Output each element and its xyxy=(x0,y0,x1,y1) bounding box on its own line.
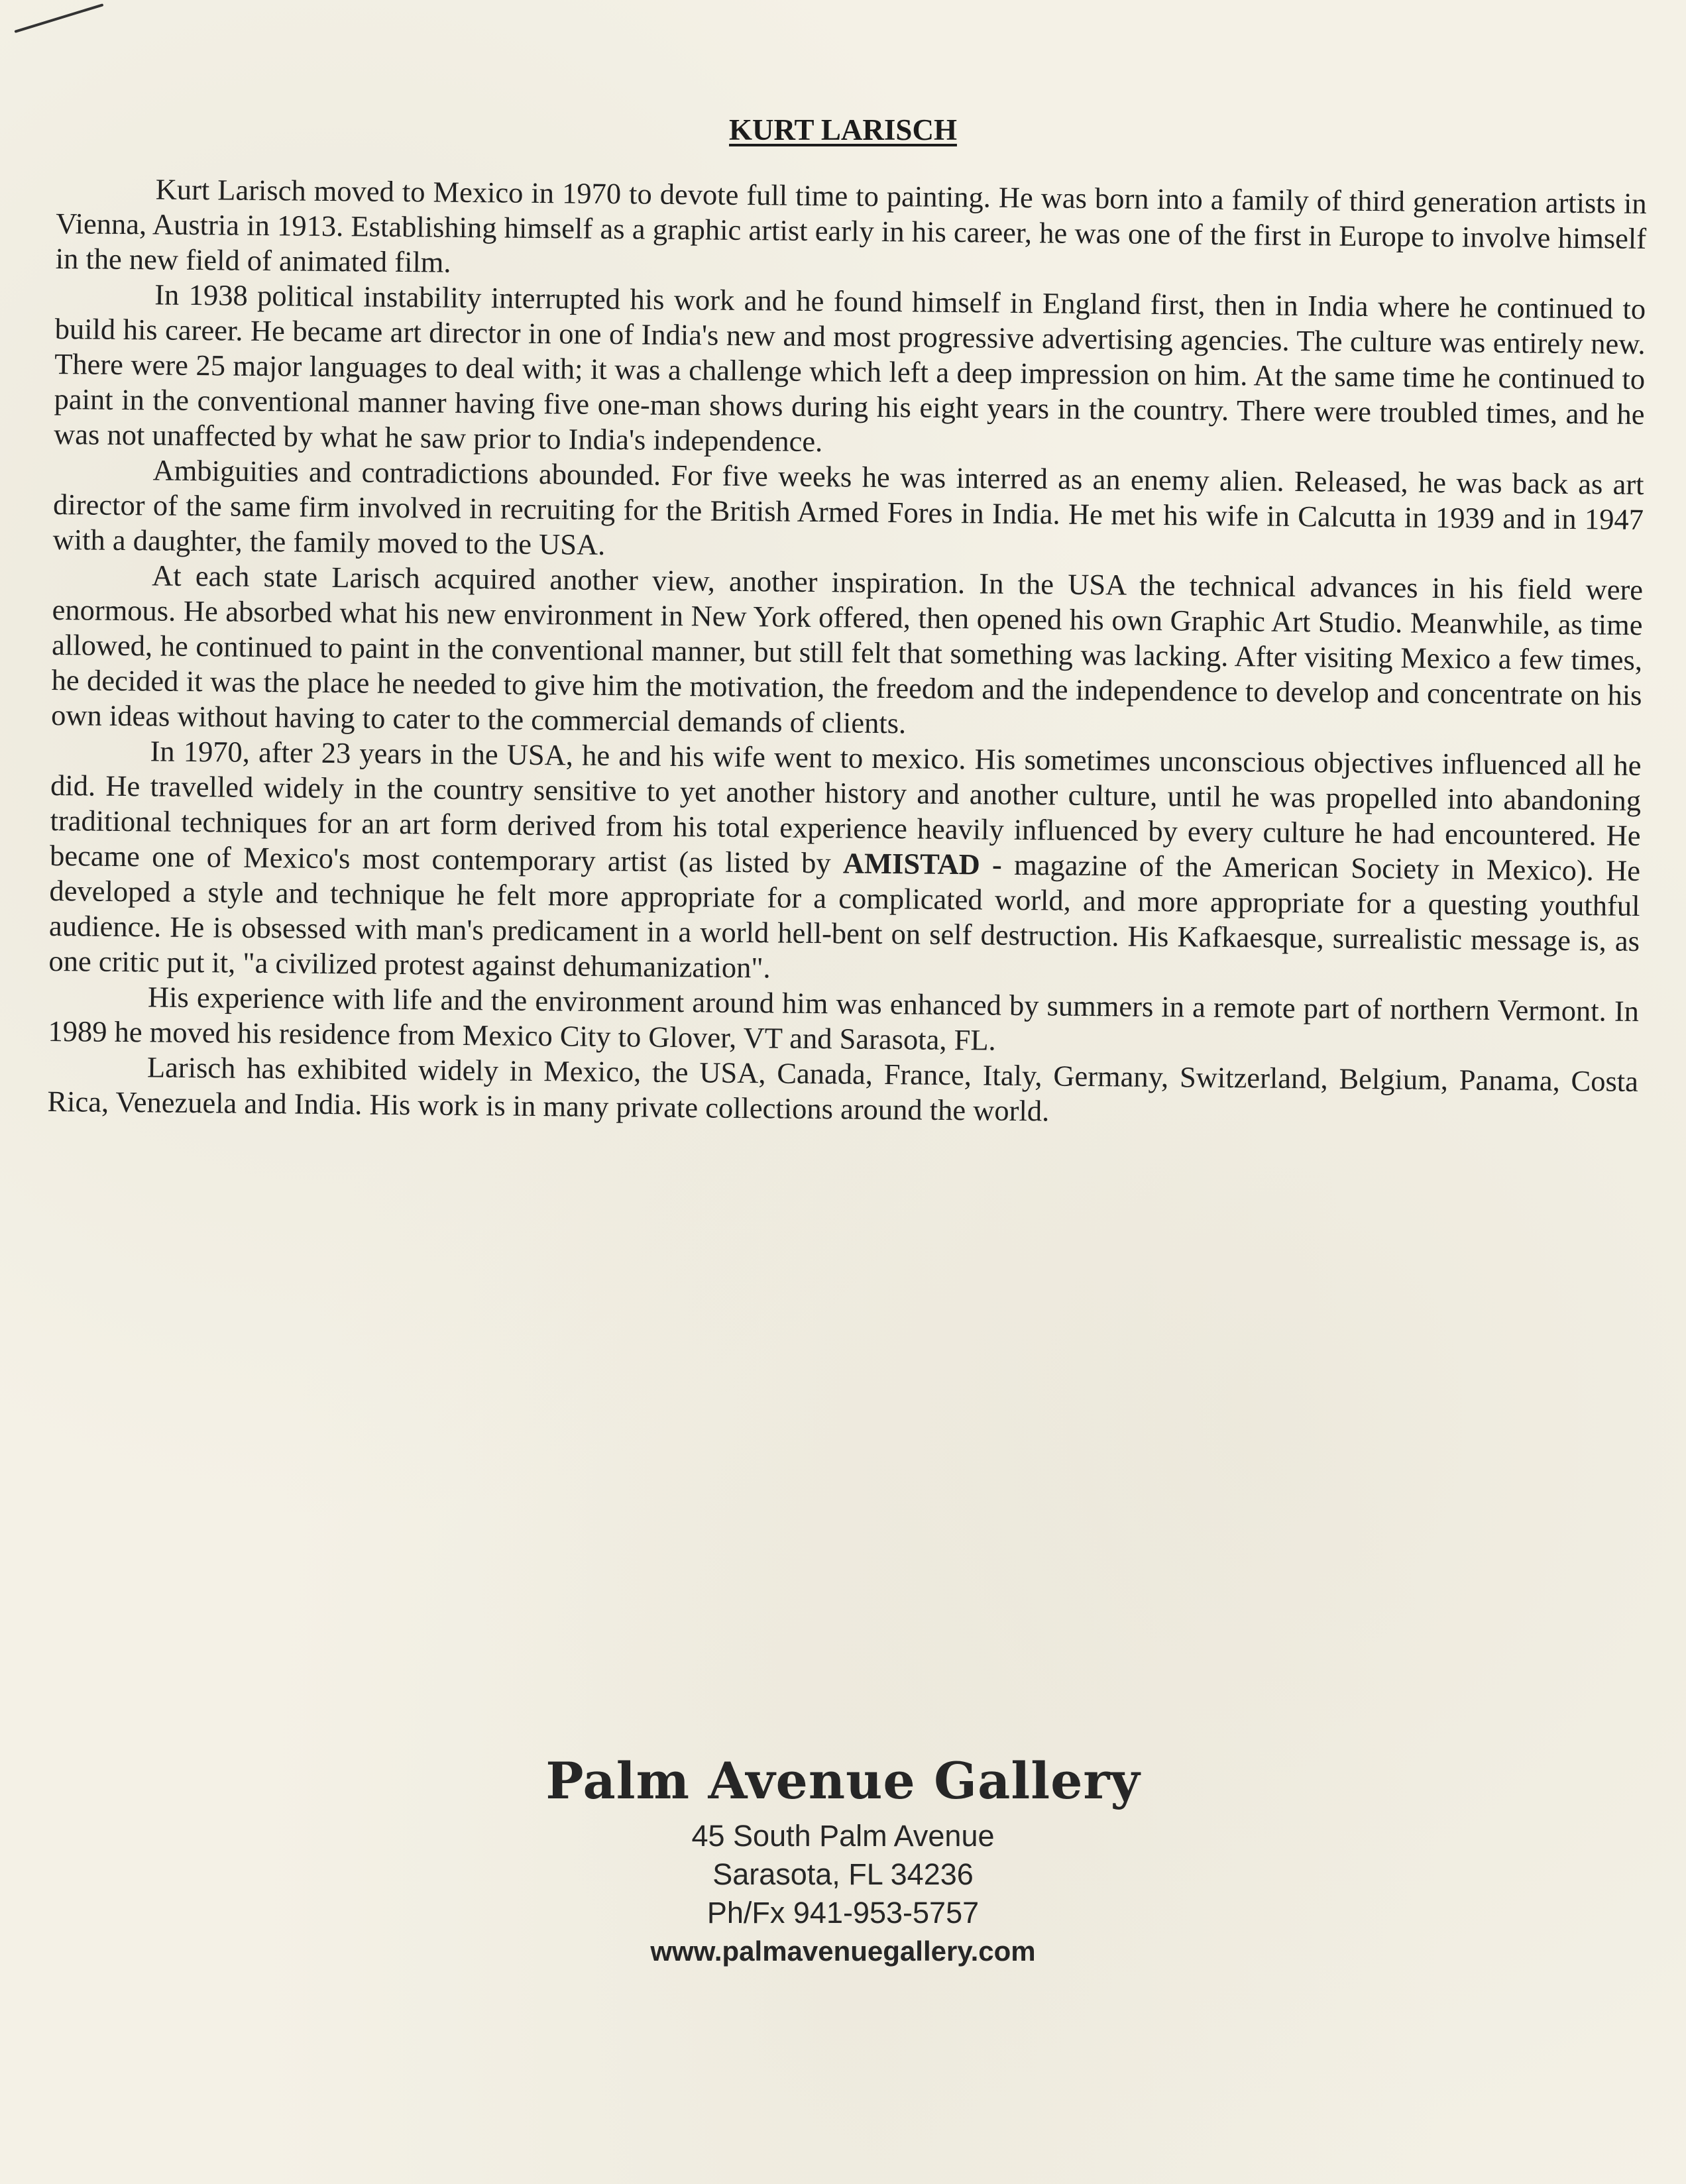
paragraph-2: In 1938 political instability interrupted his work and he found himself in England first, then in India where he continued to build his career. He became art director in one of India's new and most progressive advertising agencies. The culture was entirely new. There were 25 major languages to deal with; it was a challenge which left a deep impression on him. At the same time he continued to paint in the conventional manner having five one-man shows during his eight years in the country. There were troubled times, and he was not unaffected by what he saw prior to India's independence. xyxy=(53,278,1646,459)
paragraph-3: Ambiguities and contradictions abounded. For five weeks he was interred as an enemy alien. Released, he was back as art director of the same firm involved in recruiting for the British Armed Fores in India. He met his wife in Calcutta in 1939 and in 1947 with a daughter, the family moved to the USA. xyxy=(52,453,1644,561)
document-title: KURT LARISCH xyxy=(729,113,957,146)
gallery-name: Palm Avenue Gallery xyxy=(545,1751,1141,1810)
paragraph-5-text-end: magazine of the American Society in Mexico). He developed a style and technique he felt more appropriate for a complicated world, and more appropriate for a questing youthful audience. He is obsessed with man's predicament in a world hell-bent on self destruction. His Kafkaesque, surrealistic message is, as one critic put it, "a civilized protest against dehumanization". xyxy=(48,847,1641,985)
paragraph-7: Larisch has exhibited widely in Mexico, the USA, Canada, France, Italy, Germany, Switzerland, Belgium, Panama, Costa Rica, Venezuela and India. His work is in many private collections around the world. xyxy=(47,1050,1639,1128)
amistad-magazine-name: AMISTAD - xyxy=(842,846,1003,881)
paragraph-5-text-start: In 1970, after 23 years in the USA, he and his wife went to mexico. His sometimes unconscious objectives influenced all he did. He travelled widely in the country sensitive to yet another history and another culture, until he was propelled into abandoning traditional techniques for an art form derived from his total experience heavily influenced by every culture he had encountered. He became one of Mexico's most contemporary artist (as listed by xyxy=(49,734,1642,880)
paragraph-6: His experience with life and the environment around him was enhanced by summers in a remote part of northern Vermont. In 1989 he moved his residence from Mexico City to Glover, VT and Sarasota, FL. xyxy=(48,980,1640,1057)
pen-mark xyxy=(14,3,103,33)
paragraph-1: Kurt Larisch moved to Mexico in 1970 to devote full time to painting. He was born into a family of third generation artists in Vienna, Austria in 1913. Establishing himself as a graphic artist early in his career, he was one of the first in Europe to involve himself in the new field of animated film. xyxy=(55,172,1647,279)
gallery-address-city: Sarasota, FL 34236 xyxy=(712,1857,974,1891)
gallery-contact-block xyxy=(0,1749,1686,1971)
gallery-address-street: 45 South Palm Avenue xyxy=(691,1819,995,1853)
paragraph-5 xyxy=(48,733,1641,994)
gallery-website: www.palmavenuegallery.com xyxy=(650,1936,1036,1967)
paragraph-4: At each state Larisch acquired another view, another inspiration. In the USA the technical advances in his field were enormous. He absorbed what his new environment in New York offered, then opened his own Graphic Art Studio. Meanwhile, as time allowed, he continued to paint in the conventional manner, but still felt that something was lacking. After visiting Mexico a few times, he decided it was the place he needed to give him the motivation, the freedom and the independence to develop and concentrate on his own ideas without having to cater to the commercial demands of clients. xyxy=(50,559,1644,740)
document-body xyxy=(47,171,1647,1134)
gallery-phone: Ph/Fx 941-953-5757 xyxy=(706,1896,980,1930)
